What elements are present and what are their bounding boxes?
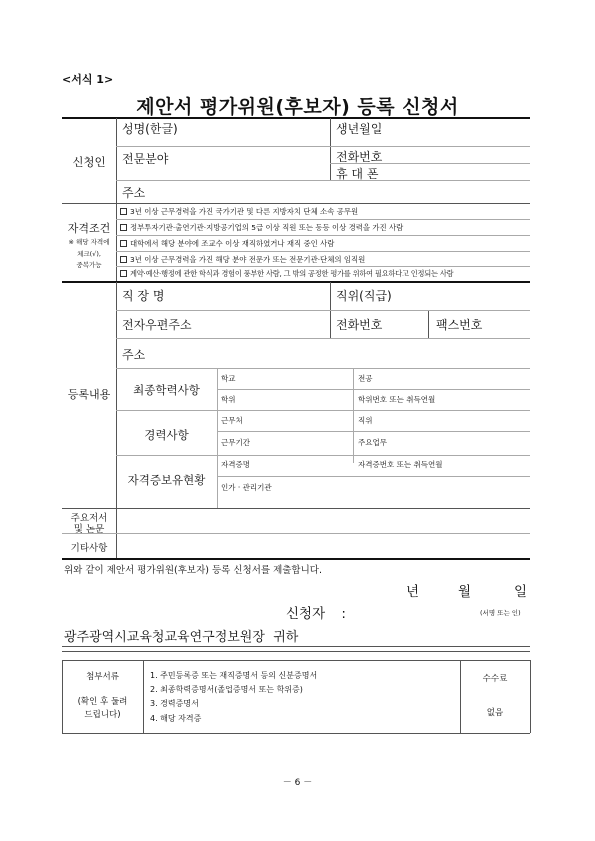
career-workplace-label: 근무처 [221,416,243,425]
qualification-item[interactable]: 대학에서 해당 분야에 조교수 이상 재직하였거나 재직 중인 사람 [120,238,334,249]
license-name-label: 자격증명 [221,460,250,469]
license-issuer-label: 인가 · 관리기관 [221,483,272,492]
license-label: 자격증보유현황 [127,473,206,487]
qualification-item[interactable]: 정부투자기관·출연기관·지방공기업의 5급 이상 직원 또는 동등 이상 경력을 가진 사람 [120,222,403,233]
qualification-note-1: ※ 해당 자격에 [68,238,110,246]
checkbox[interactable] [120,224,127,231]
date-day: 일 [514,584,528,600]
works-label-line2: 및 논문 [73,524,105,535]
attachments-label-2: (확인 후 둘려 [77,697,128,707]
section-label-applicant: 신청인 [72,155,106,169]
qualification-item[interactable]: 3년 이상 근무경력을 가진 국가기관 및 다른 지방자치 단체 소속 공무원 [120,206,358,217]
field-position-label: 직위(직급) [336,289,392,303]
education-degree-label: 학위 [221,395,236,404]
fee-value: 없음 [486,708,504,718]
attachment-item: 1. 주민등록증 또는 재직증명서 등의 신분증명서 [150,671,318,680]
field-workplace-label: 직 장 명 [122,289,165,303]
attachment-item: 3. 경력증명서 [150,699,199,708]
education-major-label: 전공 [358,374,373,383]
form-number: <서식 1> [62,73,114,86]
field-fax-label: 팩스번호 [436,318,483,332]
career-label: 경력사항 [144,428,189,442]
field-name-label: 성명(한글) [122,122,178,136]
date-month: 월 [458,584,472,600]
license-number-label: 자격증번호 또는 취득연월 [358,460,443,469]
table-top-border [62,117,530,119]
works-label-line1: 주요저서 [70,513,108,524]
applicant-signature-label: 신청자 : [286,606,346,622]
education-degree-date-label: 학위번호 또는 취득연월 [358,395,436,404]
date-year: 년 [406,584,420,600]
field-reg-address-label: 주소 [122,348,146,362]
checkbox[interactable] [120,270,127,277]
education-school-label: 학교 [221,374,236,383]
attachments-label-3: 드립니다) [84,710,121,720]
fee-label: 수수료 [482,674,508,684]
etc-label: 기타사항 [70,543,108,554]
career-position-label: 직위 [358,416,373,425]
field-email-label: 전자우편주소 [122,318,192,332]
recipient: 광주광역시교육청교육연구정보원장 귀하 [64,630,299,645]
attachments-label-1: 첨부서류 [86,672,119,682]
signature-note: (서명 또는 인) [480,609,521,617]
career-period-label: 근무기간 [221,438,250,447]
page-number: － 6 － [282,778,313,788]
field-phone-label: 전화번호 [336,150,383,164]
section-label-qualification: 자격조건 [67,222,111,235]
section-label-registration: 등록내용 [67,388,111,401]
field-mobile-label: 휴 대 폰 [336,167,379,181]
attachment-item: 4. 해당 자격증 [150,714,202,723]
qualification-item[interactable]: 3년 이상 근무경력을 가진 해당 분야 전문가 또는 전문기관·단체의 임직원 [120,254,365,265]
field-expertise-label: 전문분야 [122,152,169,166]
checkbox[interactable] [120,240,127,247]
attachment-item: 2. 최종학력증명서(졸업증명서 또는 학위증) [150,685,303,694]
field-reg-phone-label: 전화번호 [336,318,383,332]
qualification-item[interactable]: 계약·예산·행정에 관한 학식과 경험이 풍부한 사람, 그 밖의 공정한 평가를 위하여 필요하다고 인정되는 사람 [120,269,453,279]
qualification-note-3: 중복가능 [76,261,102,269]
field-address-label: 주소 [122,186,146,200]
statement-text: 위와 같이 제안서 평가위원(후보자) 등록 신청서를 제출합니다. [64,565,322,576]
education-label: 최종학력사항 [133,383,200,397]
career-duty-label: 주요업무 [358,438,387,447]
page-title: 제안서 평가위원(후보자) 등록 신청서 [136,96,459,118]
checkbox[interactable] [120,208,127,215]
qualification-note-2: 체크(√), [77,250,101,258]
checkbox[interactable] [120,256,127,263]
field-birth-label: 생년월일 [336,122,383,136]
